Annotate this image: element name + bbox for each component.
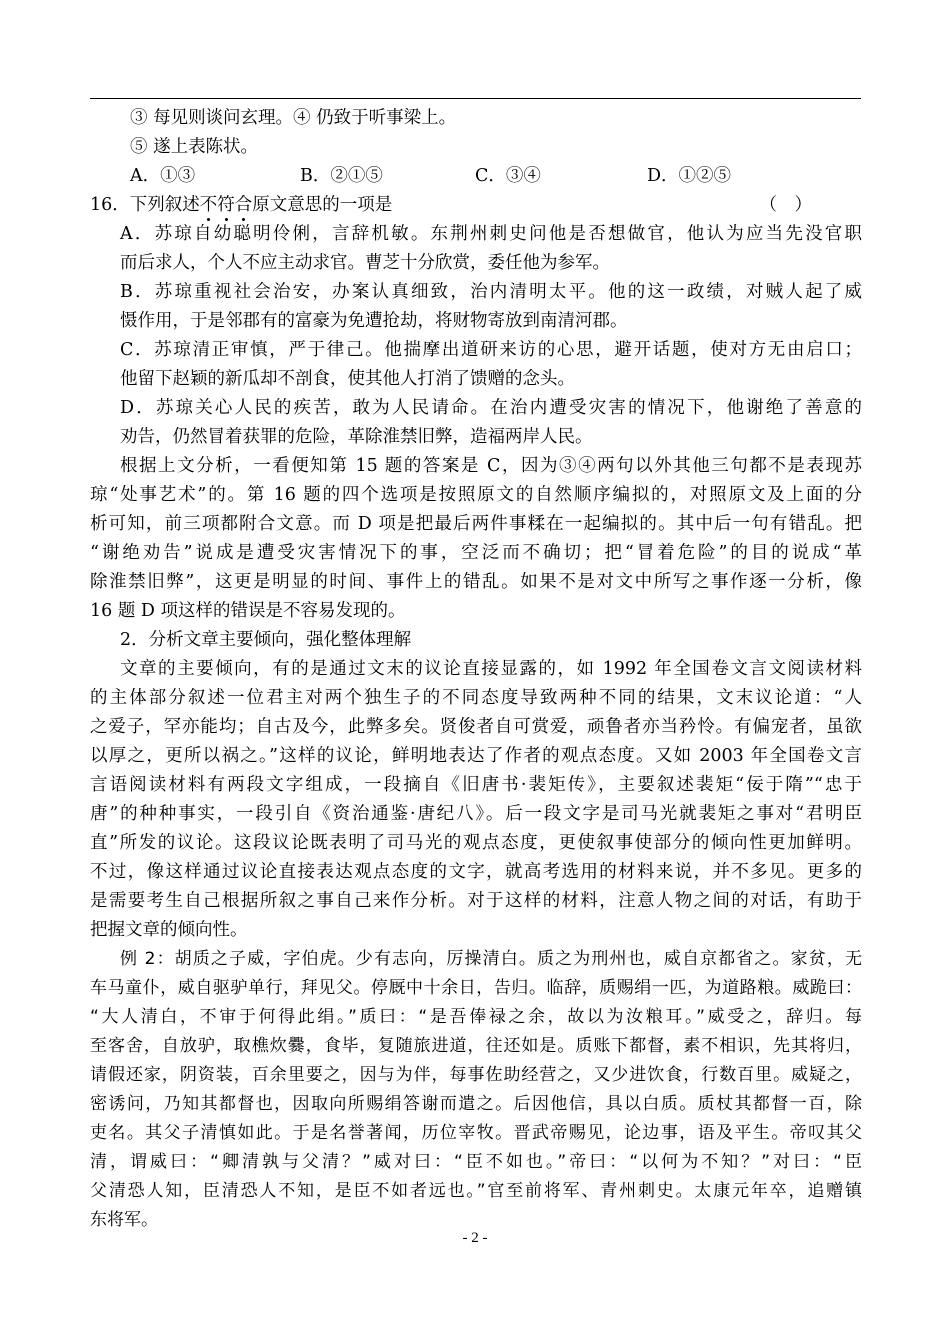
q16-option-d-line-1: D．苏琼关心人民的疾苦，敢为人民请命。在治内遭受灾害的情况下，他谢绝了善意的 — [120, 398, 862, 418]
q16-emphasis-char-2: 符 — [217, 195, 235, 215]
q16-option-b-line-2: 慑作用，于是邻郡有的富豪为免遭抢劫，将财物寄放到南清河郡。 — [120, 311, 628, 331]
section-2-line: 的主体部分叙述一位君主对两个独生子的不同态度导致两种不同的结果，文末议论道：“人 — [90, 688, 862, 708]
q15-option-c: C．③④ — [475, 166, 541, 186]
analysis-line: 琼“处事艺术”的。第 16 题的四个选项是按照原文的自然顺序编拟的，对照原文及上面的分 — [90, 485, 862, 505]
q15-answer-options — [90, 162, 862, 191]
q16-stem — [90, 191, 862, 220]
q16-emphasis-char-1: 不 — [200, 195, 218, 215]
example-2-line: 至客舍，自放驴，取樵炊爨，食毕，复随旅进道，往还如是。质账下都督，素不相识，先其将归， — [90, 1036, 862, 1056]
section-2-heading: 2．分析文章主要倾向，强化整体理解 — [120, 630, 412, 650]
q16-option-b-line-1: B．苏琼重视社会治安，办案认真细致，治内清明太平。他的这一政绩，对贼人起了威 — [120, 282, 862, 302]
q15-option-d: D．①②⑤ — [647, 166, 732, 186]
q15-option-a: A．①③ — [130, 166, 196, 186]
page-number: - 2 - — [462, 1230, 488, 1246]
example-2-line: 吏名。其父子清慎如此。于是名誉著闻，历位宰牧。晋武帝赐见，论边事，语及平生。帝叹其父 — [90, 1123, 862, 1143]
q15-option-b: B．②①⑤ — [300, 166, 383, 186]
analysis-line: 根据上文分析，一看便知第 15 题的答案是 C，因为③④两句以外其他三句都不是表现苏 — [120, 456, 862, 476]
example-2-line: “大人清白，不审于何得此绢。”质曰：“是吾俸禄之余，故以为汝粮耳。”威受之，辞归。每 — [90, 1007, 862, 1027]
section-2-line: 直”所发的议论。这段议论既表明了司马光的观点态度，更使叙事使部分的倾向性更加鲜明。 — [90, 833, 862, 853]
q16-option-c-line-1: C．苏琼清正审慎，严于律己。他揣摩出道研来访的心思，避开话题，使对方无由启口； — [120, 340, 862, 360]
example-2-line: 车马童仆，威自驱驴单行，拜见父。停厩中十余日，告归。临辞，质赐绢一匹，为道路粮。威跪曰： — [90, 978, 862, 998]
example-2-line: 东将军。 — [90, 1210, 158, 1230]
section-2-line: 唐”的种种事实，一段引自《资治通鉴·唐纪八》。后一段文字是司马光就裴矩之事对“君明臣 — [90, 804, 862, 824]
section-2-line: 把握文章的倾向性。 — [90, 920, 248, 940]
analysis-line: 除淮禁旧弊”，这更是明显的时间、事件上的错乱。如果不是对文中所写之事作逐一分析，像 — [90, 572, 862, 592]
q16-option-c-line-2: 他留下赵颖的新瓜却不剖食，使其他人打消了馈赠的念头。 — [120, 369, 575, 389]
q16-option-d-line-2: 劝告，仍然冒着获罪的危险，革除淮禁旧弊，造福两岸人民。 — [120, 427, 593, 447]
example-2-passage — [90, 945, 862, 1235]
q16-emphasis-char-3: 合 — [235, 195, 253, 215]
answer-blank: （ ） — [759, 195, 812, 215]
example-2-line: 例 2：胡质之子威，字伯虎。少有志向，厉操清白。质之为刑州也，威自京都省之。家贫，无 — [120, 949, 862, 969]
q15-option-line-2: ⑤ 遂上表陈状。 — [130, 137, 259, 157]
analysis-line: 16 题 D 项这样的错误是不容易发现的。 — [90, 601, 406, 621]
q16-option-a-line-1: A．苏琼自幼聪明伶俐，言辞机敏。东荆州刺史问他是否想做官，他认为应当先没官职 — [120, 224, 862, 244]
page-body — [90, 104, 862, 1235]
analysis-line: “谢绝劝告”说成是遭受灾害情况下的事，空泛而不确切；把“冒着危险”的目的说成“革 — [90, 543, 862, 563]
q16-prefix: 16．下列叙述 — [90, 195, 200, 215]
example-2-line: 清，谓威曰：“卿清孰与父清？”威对曰：“臣不如也。”帝曰：“以何为不知？”对曰：“臣 — [90, 1152, 862, 1172]
section-2-line: 不过，像这样通过议论直接表达观点态度的文字，就高考选用的材料来说，并不多见。更多的 — [90, 862, 862, 882]
analysis-line: 析可知，前三项都附合文意。而 D 项是把最后两件事糅在一起编拟的。其中后一句有错乱。把 — [90, 514, 862, 534]
section-2-line: 以厚之，更所以祸之。”这样的议论，鲜明地表达了作者的观点态度。又如 2003 年全国卷文言 — [90, 746, 862, 766]
section-2-line: 是需要考生自己根据所叙之事自己来作分析。对于这样的材料，注意人物之间的对话，有助于 — [90, 891, 862, 911]
example-2-line: 父清恐人知，臣清恐人不知，是臣不如者远也。”官至前将军、青州刺史。太康元年卒，追赠镇 — [90, 1181, 862, 1201]
example-2-line: 密诱问，乃知其都督也，因取向所赐绢答谢而遣之。后因他信，具以白质。质杖其都督一百，除 — [90, 1094, 862, 1114]
section-2-line: 文章的主要倾向，有的是通过文末的议论直接显露的，如 1992 年全国卷文言文阅读材料 — [120, 659, 862, 679]
section-2-line: 之爱子，罕亦能均；自古及今，此弊多矣。贤俊者自可赏爱，顽鲁者亦当矜怜。有偏宠者，虽欲 — [90, 717, 862, 737]
q16-suffix: 原文意思的一项是 — [252, 195, 393, 215]
header-rule — [90, 98, 861, 99]
example-2-line: 请假还家，阴资装，百余里要之，因与为伴，每事佐助经营之，又少进饮食，行数百里。威疑之， — [90, 1065, 862, 1085]
q16-option-a-line-2: 而后求人，个人不应主动求官。曹芝十分欣赏，委任他为参军。 — [120, 253, 610, 273]
section-2-line: 言语阅读材料有两段文字组成，一段摘自《旧唐书·裴矩传》，主要叙述裴矩“佞于隋”“忠于 — [90, 775, 862, 795]
q15-option-line-1: ③ 每见则谈问玄理。④ 仍致于听事梁上。 — [130, 108, 457, 128]
